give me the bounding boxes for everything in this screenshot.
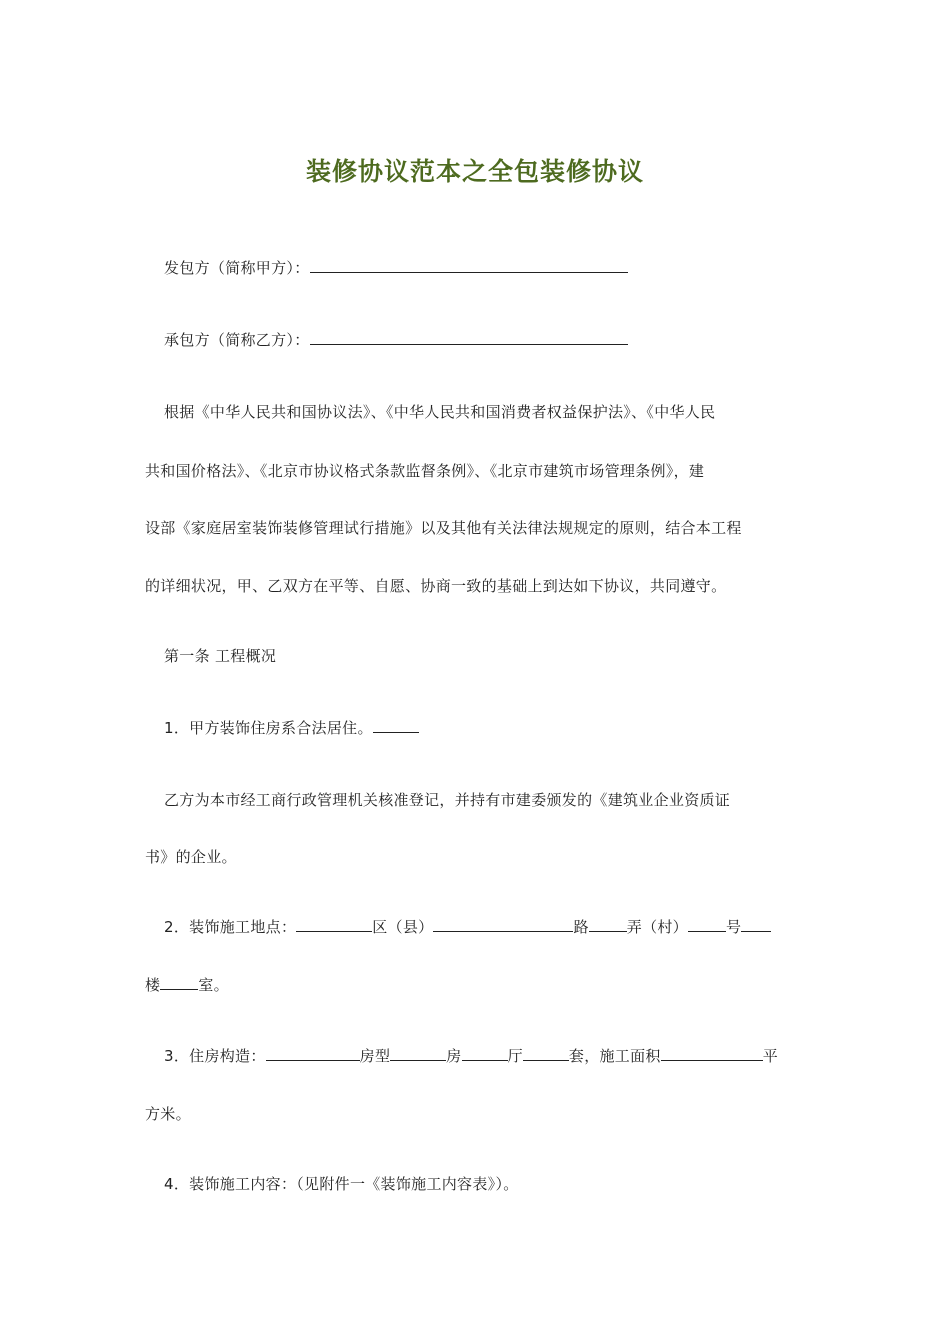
item-2-line [164,916,829,938]
number-label: 号 [725,918,742,936]
article-heading: 第一条 工程概况 [164,647,277,665]
building-blank [741,916,771,932]
party-a-label: 发包方（简称甲方）： [164,259,310,277]
area-unit-label: 平 [762,1047,779,1065]
item-1-line [164,717,829,739]
halls-label: 厅 [507,1047,523,1065]
item-1-text: 1．甲方装饰住房系合法居住。 [164,719,373,737]
rooms-label: 房 [446,1047,462,1065]
halls-blank [462,1045,508,1061]
district-blank [296,916,372,932]
building-label: 楼 [145,976,161,994]
room-label: 室。 [198,976,229,994]
party-b-line [164,329,829,351]
area-blank [661,1045,763,1061]
lane-label: 弄（村） [626,918,688,936]
lane-blank [589,916,627,932]
item-2-continued [145,974,810,996]
preamble-line: 根据《中华人民共和国协议法》、《中华人民共和国消费者权益保护法》、《中华人民 [164,403,716,421]
rooms-blank [390,1045,446,1061]
road-label: 路 [573,918,589,936]
item-4-line: 4．装饰施工内容：（见附件一《装饰施工内容表》）。 [164,1175,519,1193]
preamble-line: 共和国价格法》、《北京市协议格式条款监督条例》、《北京市建筑市场管理条例》，建 [145,462,705,480]
type-label: 房型 [359,1047,391,1065]
district-label: 区（县） [372,918,434,936]
page-title: 装修协议范本之全包装修协议 [305,157,644,186]
item-3-label: 3．住房构造： [164,1047,266,1065]
party-a-blank [310,257,628,273]
qualification-line: 书》的企业。 [145,848,237,866]
qualification-line: 乙方为本市经工商行政管理机关核准登记，并持有市建委颁发的《建筑业企业资质证 [164,791,731,809]
item-3-continued: 方米。 [145,1105,191,1123]
sets-label: 套，施工面积 [568,1047,661,1065]
preamble-line: 设部《家庭居室装饰装修管理试行措施》以及其他有关法律法规规定的原则，结合本工程 [145,519,742,537]
party-b-blank [310,329,628,345]
item-3-line [164,1045,829,1067]
sets-blank [523,1045,569,1061]
party-a-line [164,257,829,279]
road-blank [433,916,573,932]
number-blank [688,916,726,932]
room-blank [160,974,198,990]
item-2-label: 2．装饰施工地点： [164,918,297,936]
preamble-line: 的详细状况，甲、乙双方在平等、自愿、协商一致的基础上到达如下协议，共同遵守。 [145,577,727,595]
structure-blank [266,1045,360,1061]
item-1-blank [373,717,419,733]
party-b-label: 承包方（简称乙方）： [164,331,310,349]
